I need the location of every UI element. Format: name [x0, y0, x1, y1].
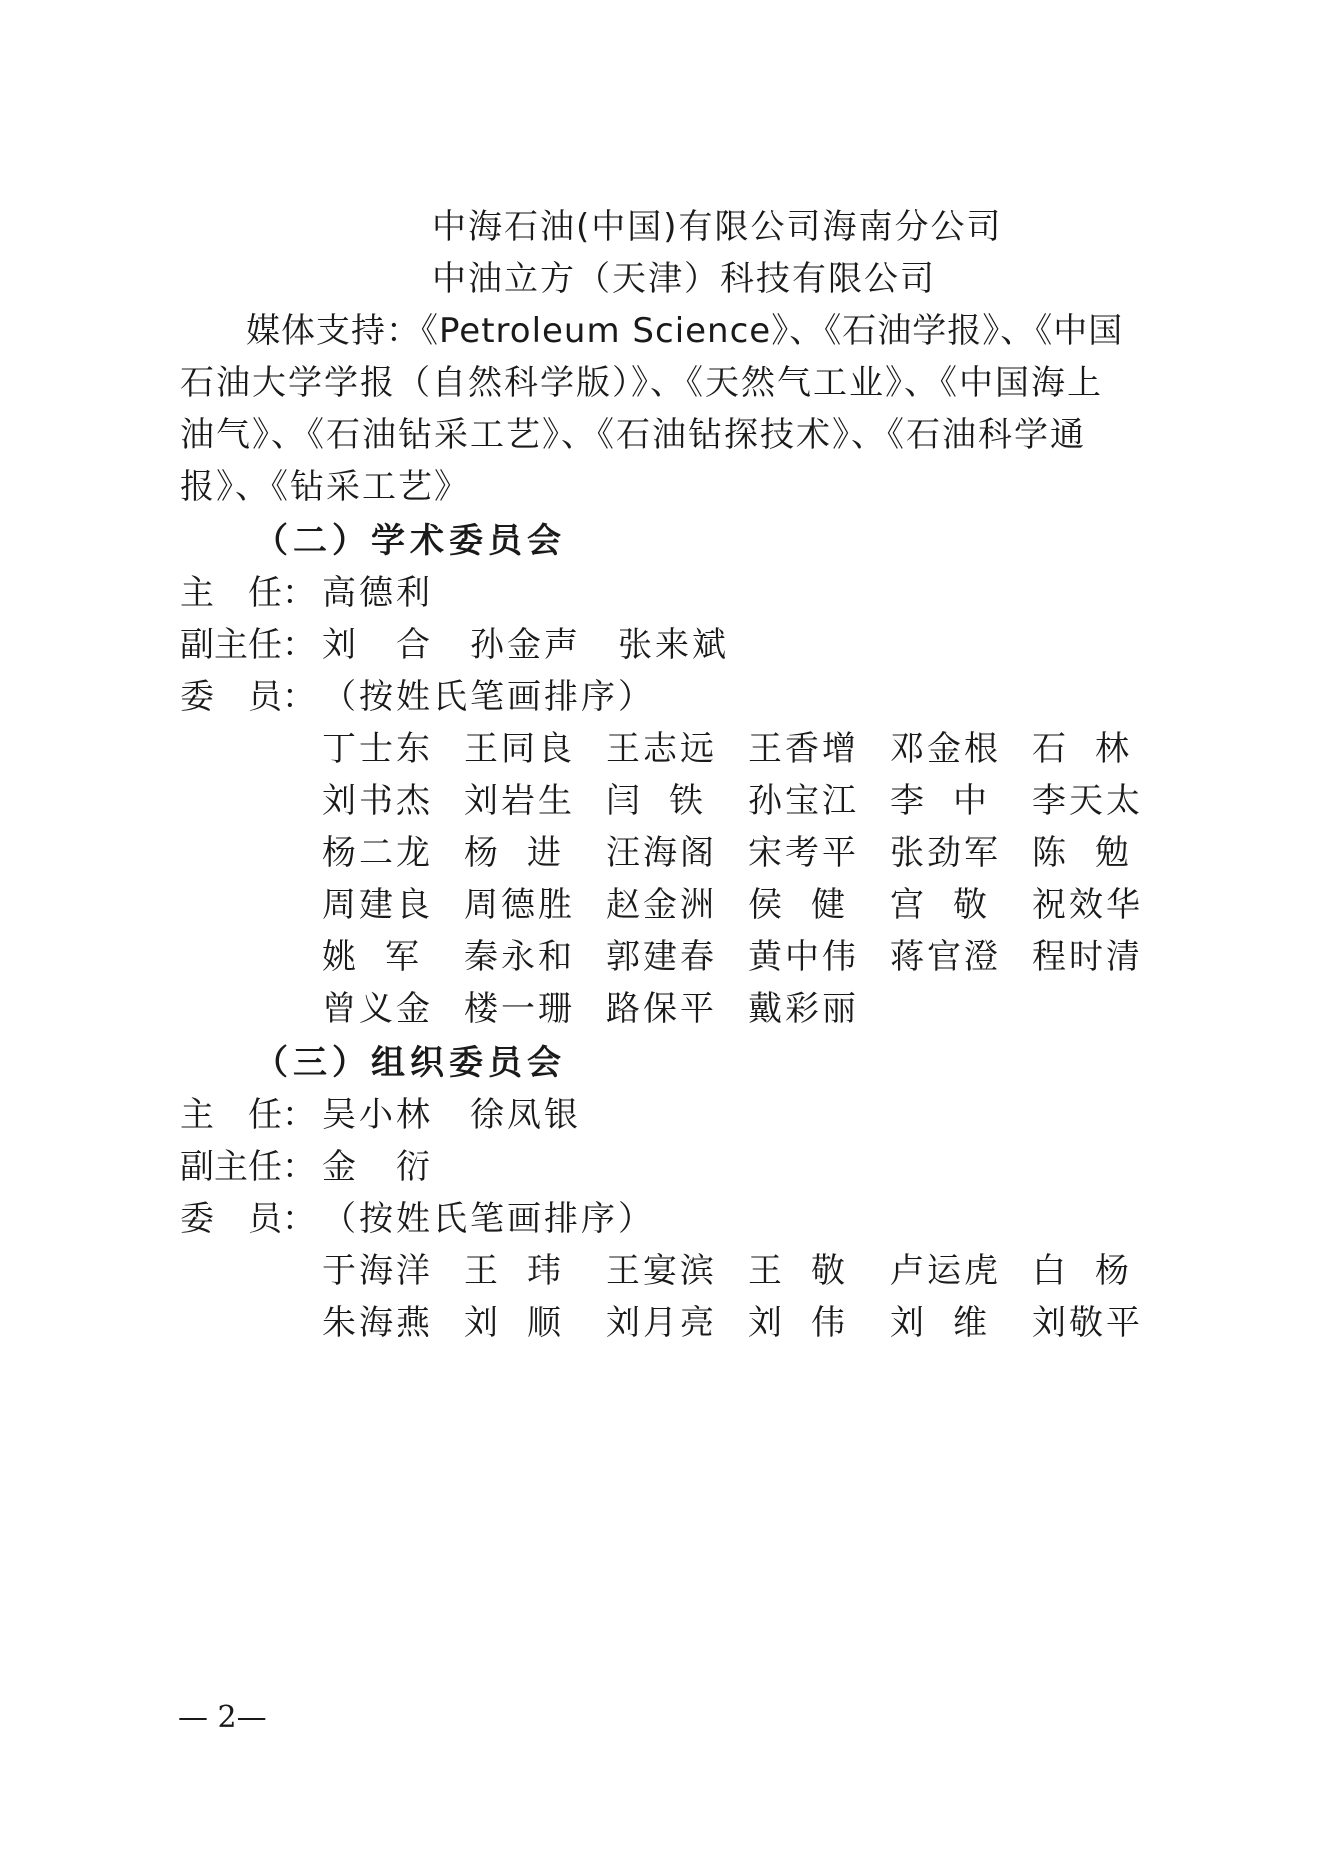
- organizing-committee-heading: （三）组织委员会: [254, 1043, 566, 1083]
- academic-member-name: 祝 效 华: [1032, 885, 1143, 925]
- academic-deputy-label: 副主任：: [180, 625, 316, 665]
- academic-member-name: 蒋 官 澄: [890, 937, 1001, 977]
- organizing-member-name: 于 海 洋: [322, 1251, 433, 1291]
- academic-member-name: 杨 进: [464, 833, 564, 873]
- academic-member-name: 王 志 远: [606, 729, 717, 769]
- academic-member-name: 曾 义 金: [322, 989, 433, 1029]
- academic-member-name: 王 香 增: [748, 729, 859, 769]
- academic-member-name: 赵 金 洲: [606, 885, 717, 925]
- academic-committee-heading: （二）学术委员会: [254, 521, 566, 561]
- academic-director-label: 主 任：: [180, 573, 316, 613]
- academic-member-name: 王 同 良: [464, 729, 575, 769]
- academic-member-name: 刘 书 杰: [322, 781, 433, 821]
- academic-member-name: 陈 勉: [1032, 833, 1132, 873]
- academic-member-name: 楼 一 珊: [464, 989, 575, 1029]
- academic-member-name: 戴 彩 丽: [748, 989, 859, 1029]
- academic-member-name: 张 劲 军: [890, 833, 1001, 873]
- organizing-members-label: 委 员：: [180, 1199, 316, 1239]
- media-support-line-1: 媒体支持：《Petroleum Science》、《石油学报》、《中国: [246, 311, 1124, 351]
- organizing-member-name: 王 宴 滨: [606, 1251, 717, 1291]
- academic-member-name: 李 中: [890, 781, 990, 821]
- academic-member-name: 路 保 平: [606, 989, 717, 1029]
- academic-member-name: 刘 岩 生: [464, 781, 575, 821]
- academic-member-name: 李 天 太: [1032, 781, 1143, 821]
- organizing-member-name: 刘 敬 平: [1032, 1303, 1143, 1343]
- academic-member-name: 周 建 良: [322, 885, 433, 925]
- organizing-member-name: 白 杨: [1032, 1251, 1132, 1291]
- organizer-line-1: 中海石油(中国)有限公司海南分公司: [432, 207, 1003, 247]
- organizing-members-note: （按姓氏笔画排序）: [322, 1199, 655, 1239]
- academic-members-note: （按姓氏笔画排序）: [322, 677, 655, 717]
- organizing-deputy-name: 金 衍: [322, 1147, 433, 1187]
- academic-member-name: 邓 金 根: [890, 729, 1001, 769]
- academic-deputy-names: 刘 合 孙金声 张来斌: [322, 625, 729, 665]
- academic-member-name: 丁 士 东: [322, 729, 433, 769]
- academic-member-name: 周 德 胜: [464, 885, 575, 925]
- organizing-member-name: 王 玮: [464, 1251, 564, 1291]
- academic-member-name: 杨 二 龙: [322, 833, 433, 873]
- organizing-deputy-label: 副主任：: [180, 1147, 316, 1187]
- academic-member-name: 孙 宝 江: [748, 781, 859, 821]
- academic-member-name: 黄 中 伟: [748, 937, 859, 977]
- organizing-director-names: 吴小林 徐凤银: [322, 1095, 581, 1135]
- media-support-line-3: 油气》、《石油钻采工艺》、《石油钻探技术》、《石油科学通: [180, 415, 1086, 455]
- organizing-member-name: 刘 维: [890, 1303, 990, 1343]
- academic-member-name: 闫 铁: [606, 781, 706, 821]
- media-support-line-2: 石油大学学报（自然科学版）》、《天然气工业》、《中国海上: [180, 363, 1103, 403]
- media-support-line-4: 报》、《钻采工艺》: [180, 467, 470, 507]
- organizing-member-name: 卢 运 虎: [890, 1251, 1001, 1291]
- academic-member-name: 秦 永 和: [464, 937, 575, 977]
- academic-member-name: 郭 建 春: [606, 937, 717, 977]
- academic-member-row: [322, 978, 890, 1040]
- organizer-line-2: 中油立方（天津）科技有限公司: [432, 259, 936, 299]
- academic-director-name: 高德利: [322, 573, 433, 613]
- academic-member-name: 姚 军: [322, 937, 422, 977]
- academic-member-name: 程 时 清: [1032, 937, 1143, 977]
- academic-member-name: 汪 海 阁: [606, 833, 717, 873]
- academic-member-name: 石 林: [1032, 729, 1132, 769]
- page-number: — 2—: [178, 1700, 267, 1735]
- academic-member-name: 侯 健: [748, 885, 848, 925]
- organizing-member-name: 王 敬: [748, 1251, 848, 1291]
- organizing-member-name: 刘 月 亮: [606, 1303, 717, 1343]
- organizing-director-label: 主 任：: [180, 1095, 316, 1135]
- academic-members-label: 委 员：: [180, 677, 316, 717]
- academic-member-name: 宋 考 平: [748, 833, 859, 873]
- organizing-member-name: 朱 海 燕: [322, 1303, 433, 1343]
- organizing-member-name: 刘 顺: [464, 1303, 564, 1343]
- organizing-member-name: 刘 伟: [748, 1303, 848, 1343]
- organizing-member-row: [322, 1292, 1174, 1354]
- academic-member-name: 宫 敬: [890, 885, 990, 925]
